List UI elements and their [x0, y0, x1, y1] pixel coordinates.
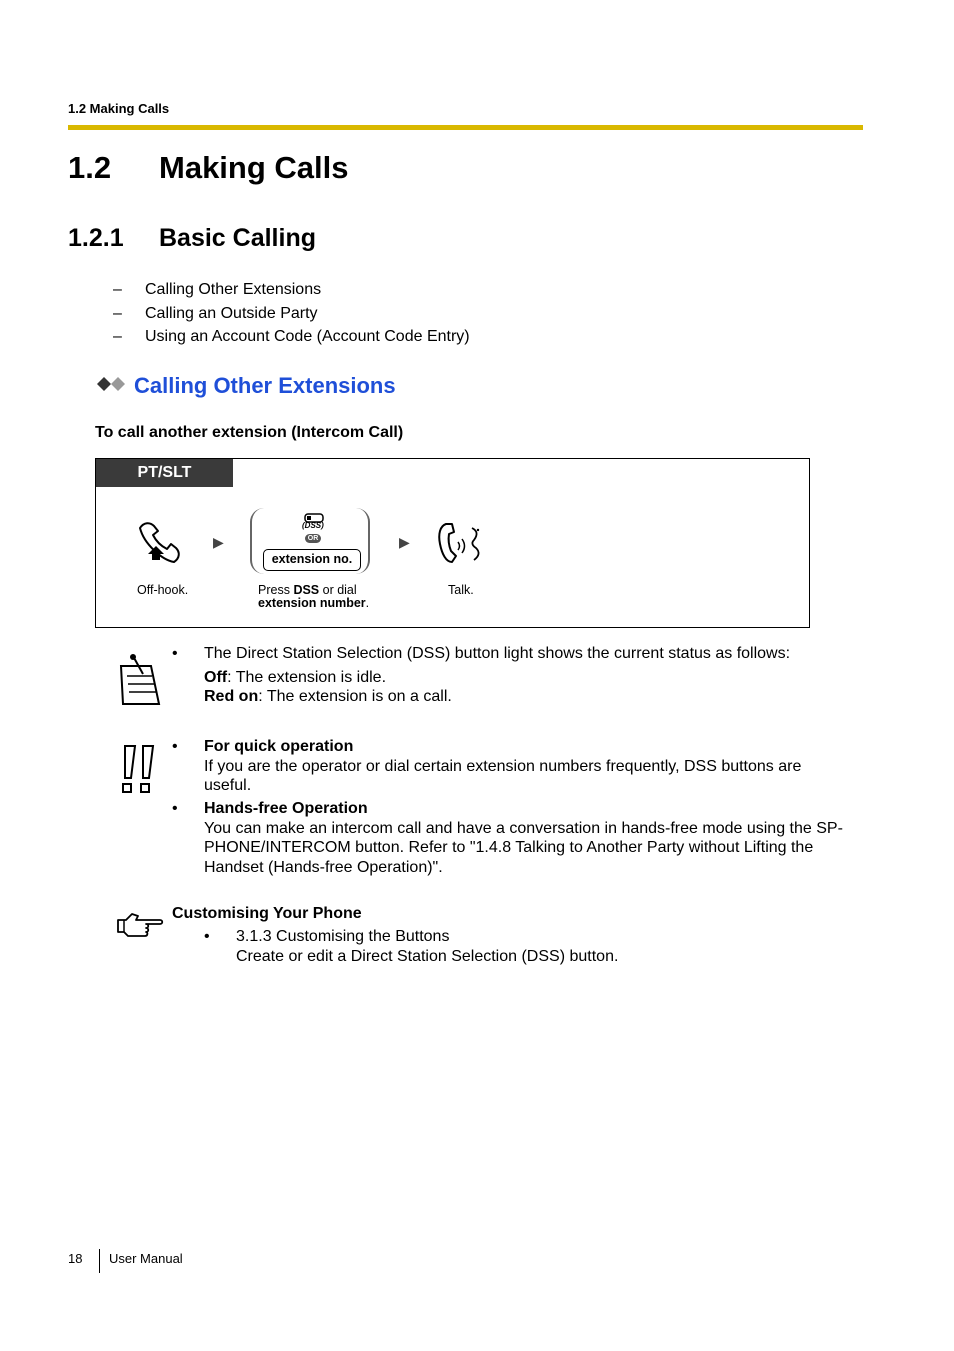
pt-slt-tab: PT/SLT	[96, 459, 233, 487]
off-hook-handset-icon	[136, 520, 186, 569]
heading-1-title: Making Calls	[159, 150, 349, 185]
customising-title: Customising Your Phone	[172, 905, 362, 922]
step-1-caption: Off-hook.	[137, 583, 189, 597]
list-item[interactable]: – Calling an Outside Party	[113, 304, 318, 322]
heading-1	[68, 150, 349, 186]
step-3-caption: Talk.	[448, 583, 474, 597]
customising-link[interactable]: 3.1.3 Customising the Buttons	[236, 928, 450, 945]
footer-rule	[99, 1249, 100, 1273]
heading-1-number: 1.2	[68, 150, 112, 185]
note-text: The Direct Station Selection (DSS) button light shows the current status as follows:	[204, 645, 791, 662]
footer-text: User Manual	[109, 1251, 183, 1266]
section-heading	[96, 372, 396, 399]
pointing-hand-icon	[116, 910, 164, 943]
important-bullet: •	[172, 738, 178, 755]
section-title: Calling Other Extensions	[134, 373, 396, 398]
header-rule	[68, 125, 863, 130]
double-diamond-icon	[96, 372, 134, 398]
procedure-title: To call another extension (Intercom Call)	[95, 424, 404, 441]
running-header: 1.2 Making Calls	[68, 101, 170, 116]
step-arrow: ▶	[213, 534, 224, 550]
double-exclamation-icon	[115, 742, 159, 803]
important-item-2: Hands-free Operation You can make an intercom call and have a conversation in hands-free mode using the SP- PHONE/INTERCOM button. Refer to "1.4.8 Talking to Another Party without Lifting the Handset (Hands-free Operation)".	[204, 800, 843, 876]
dss-label: (DSS)	[302, 521, 324, 530]
customising-item: 3.1.3 Customising the Buttons Create or edit a Direct Station Selection (DSS) button.	[236, 928, 619, 965]
talk-icon	[436, 520, 484, 571]
heading-2	[68, 224, 316, 253]
notepad-icon	[113, 652, 163, 713]
section-list	[113, 278, 470, 349]
extension-number-button[interactable]: extension no.	[263, 549, 361, 571]
list-item[interactable]: – Calling Other Extensions	[113, 281, 322, 298]
list-item[interactable]: – Using an Account Code (Account Code Entry)	[113, 328, 470, 345]
important-item-1: For quick operation If you are the operator or dial certain extension numbers frequently, DSS buttons are useful.	[204, 738, 802, 794]
heading-2-title: Basic Calling	[159, 224, 316, 252]
step-arrow: ▶	[399, 534, 410, 550]
or-badge: OR	[305, 534, 321, 543]
note-state-red-on: Red on: The extension is on a call.	[204, 688, 452, 705]
page-number: 18	[68, 1251, 83, 1266]
heading-2-number: 1.2.1	[68, 224, 124, 252]
note-state-off: Off: The extension is idle.	[204, 669, 387, 686]
note-bullet: •	[172, 645, 178, 662]
important-bullet: •	[172, 800, 178, 817]
customising-bullet: •	[204, 928, 210, 945]
step-2-caption: Press DSS or dial extension number.	[258, 583, 370, 610]
